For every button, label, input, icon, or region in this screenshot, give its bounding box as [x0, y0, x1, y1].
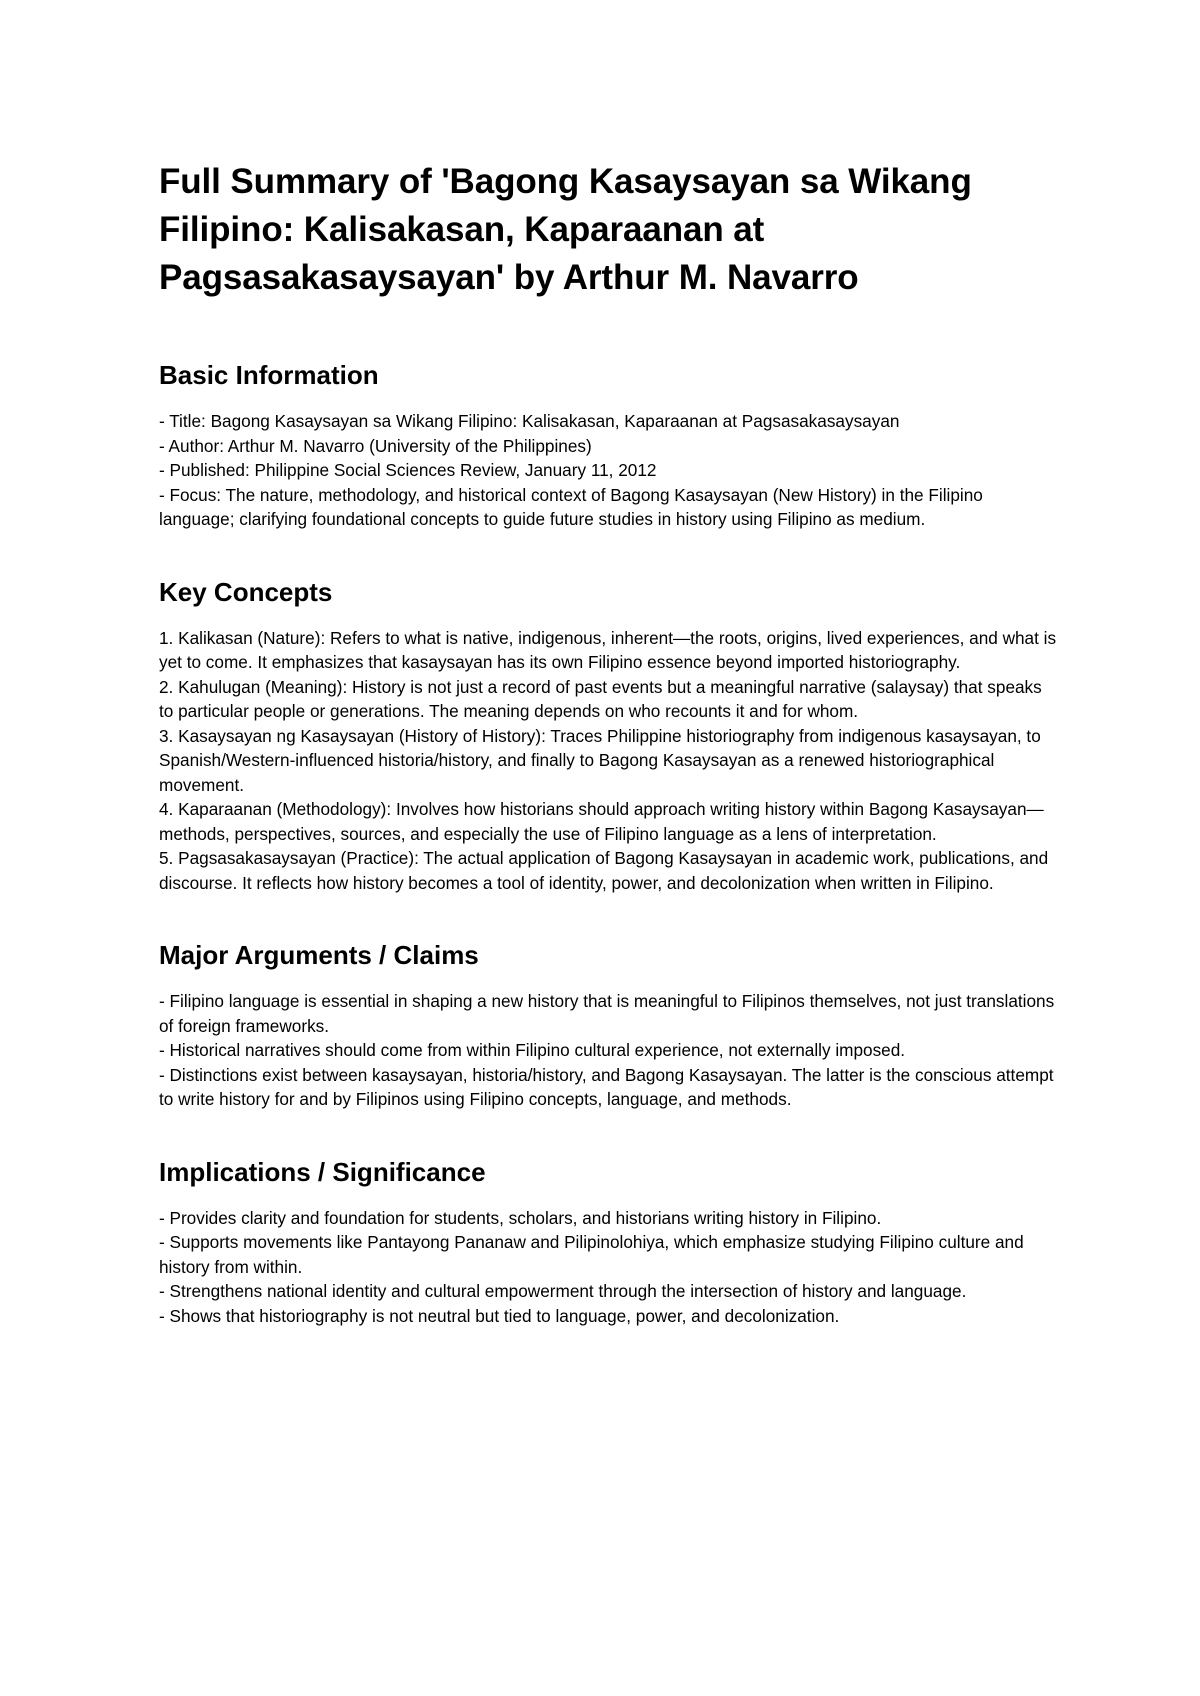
- argument-item: - Historical narratives should come from within Filipino cultural experience, not externally imposed.: [159, 1040, 906, 1060]
- concept-item: 1. Kalikasan (Nature): Refers to what is native, indigenous, inherent—the roots, origins, lived experiences, and what is yet to come. It emphasizes that kasaysayan has its own Filipino essence beyond imported historiography.: [159, 627, 1057, 672]
- argument-item: - Filipino language is essential in shaping a new history that is meaningful to Filipinos themselves, not just translations of foreign frameworks.: [159, 991, 1055, 1036]
- concept-item: 5. Pagsasakasaysayan (Practice): The actual application of Bagong Kasaysayan in academic work, publications, and discourse. It reflects how history becomes a tool of identity, power, and decolonization when written in Filipino.: [159, 848, 1049, 893]
- implication-item: - Supports movements like Pantayong Pananaw and Pilipinolohiya, which emphasize studying Filipino culture and history from within.: [159, 1232, 1024, 1277]
- section-major-arguments: [159, 939, 1059, 1112]
- section-basic-information: [159, 359, 1059, 532]
- section-heading: Implications / Significance: [159, 1156, 486, 1187]
- argument-item: - Distinctions exist between kasaysayan, historia/history, and Bagong Kasaysayan. The latter is the conscious attempt to write history for and by Filipinos using Filipino concepts, language, and methods.: [159, 1064, 1054, 1109]
- section-heading: Major Arguments / Claims: [159, 940, 479, 970]
- implication-item: - Strengthens national identity and cultural empowerment through the intersection of history and language.: [159, 1281, 967, 1301]
- concept-item: 4. Kaparaanan (Methodology): Involves how historians should approach writing history within Bagong Kasaysayan—methods, perspectives, sources, and especially the use of Filipino language as a lens of interpretation.: [159, 799, 1044, 844]
- section-implications: [159, 1156, 1059, 1329]
- implication-item: - Provides clarity and foundation for students, scholars, and historians writing history in Filipino.: [159, 1207, 882, 1228]
- section-key-concepts: [159, 576, 1059, 896]
- info-focus-line: - Focus: The nature, methodology, and historical context of Bagong Kasaysayan (New History) in the Filipino language; clarifying foundational concepts to guide future studies in history using Filipino as medium.: [159, 484, 983, 529]
- document-page: [159, 158, 1059, 1372]
- info-author-line: - Author: Arthur M. Navarro (University of the Philippines): [159, 435, 592, 456]
- concept-item: 3. Kasaysayan ng Kasaysayan (History of History): Traces Philippine historiography from indigenous kasaysayan, to Spanish/Western-influenced historia/history, and finally to Bagong Kasaysayan as a renewed historiographical movement.: [159, 725, 1041, 795]
- info-published-line: - Published: Philippine Social Sciences Review, January 11, 2012: [159, 460, 657, 480]
- implication-item: - Shows that historiography is not neutral but tied to language, power, and decolonization.: [159, 1305, 840, 1326]
- section-heading: Basic Information: [159, 360, 379, 390]
- document-title: Full Summary of 'Bagong Kasaysayan sa Wikang Filipino: Kalisakasan, Kaparaanan at Pagsasakasaysayan' by Arthur M. Navarro: [159, 162, 972, 297]
- info-title-line: - Title: Bagong Kasaysayan sa Wikang Filipino: Kalisakasan, Kaparaanan at Pagsasakasaysayan: [159, 411, 900, 431]
- section-heading: Key Concepts: [159, 576, 333, 607]
- concept-item: 2. Kahulugan (Meaning): History is not just a record of past events but a meaningful narrative (salaysay) that speaks to particular people or generations. The meaning depends on who recounts it and for whom.: [159, 676, 1042, 721]
